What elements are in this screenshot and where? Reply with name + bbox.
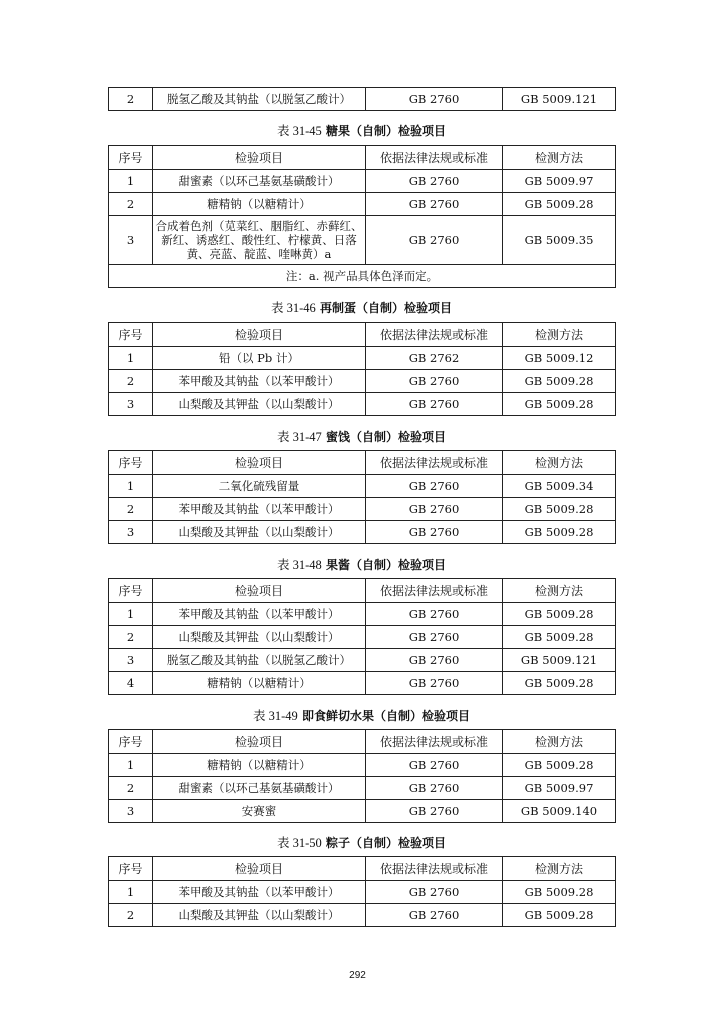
row-number: 3 (109, 393, 153, 416)
continued-table (108, 87, 616, 111)
table-row (109, 347, 616, 370)
header-item: 检验项目 (153, 451, 366, 475)
header-row (109, 857, 616, 881)
inspection-item: 脱氢乙酸及其钠盐（以脱氢乙酸计） (153, 88, 366, 111)
row-number: 1 (109, 170, 153, 193)
caption-number: 表 31-49 (253, 709, 298, 723)
caption-title: 蜜饯（自制）检验项目 (325, 430, 446, 444)
table-row (109, 626, 616, 649)
table-row (109, 170, 616, 193)
caption-title: 即食鲜切水果（自制）检验项目 (301, 709, 470, 723)
row-number: 2 (109, 498, 153, 521)
table-row (109, 498, 616, 521)
table-31-50 (108, 856, 616, 927)
inspection-item: 苯甲酸及其钠盐（以苯甲酸计） (153, 498, 366, 521)
row-number: 1 (109, 881, 153, 904)
table-row (109, 881, 616, 904)
header-row (109, 323, 616, 347)
header-row (109, 579, 616, 603)
test-method: GB 5009.35 (503, 216, 616, 265)
inspection-item: 糖精钠（以糖精计） (153, 754, 366, 777)
row-number: 2 (109, 370, 153, 393)
header-method: 检测方法 (503, 730, 616, 754)
standard-basis: GB 2760 (366, 170, 503, 193)
table-row (109, 393, 616, 416)
inspection-item: 苯甲酸及其钠盐（以苯甲酸计） (153, 370, 366, 393)
row-number: 2 (109, 193, 153, 216)
standard-basis: GB 2760 (366, 216, 503, 265)
row-number: 1 (109, 347, 153, 370)
inspection-item: 糖精钠（以糖精计） (153, 672, 366, 695)
caption-title: 果酱（自制）检验项目 (325, 558, 446, 572)
standard-basis: GB 2760 (366, 193, 503, 216)
test-method: GB 5009.28 (503, 521, 616, 544)
standard-basis: GB 2760 (366, 370, 503, 393)
table-row (109, 777, 616, 800)
table-row (109, 88, 616, 111)
test-method: GB 5009.28 (503, 603, 616, 626)
standard-basis: GB 2760 (366, 904, 503, 927)
standard-basis: GB 2760 (366, 800, 503, 823)
standard-basis: GB 2760 (366, 881, 503, 904)
inspection-item: 合成着色剂（苋菜红、胭脂红、赤藓红、新红、诱惑红、酸性红、柠檬黄、日落黄、亮蓝、靛蓝、喹啉黄）a (153, 216, 366, 265)
test-method: GB 5009.140 (503, 800, 616, 823)
row-number: 3 (109, 216, 153, 265)
row-number: 1 (109, 754, 153, 777)
header-row (109, 451, 616, 475)
row-number: 3 (109, 649, 153, 672)
standard-basis: GB 2760 (366, 88, 503, 111)
row-number: 2 (109, 626, 153, 649)
standard-basis: GB 2760 (366, 649, 503, 672)
test-method: GB 5009.28 (503, 193, 616, 216)
inspection-item: 山梨酸及其钾盐（以山梨酸计） (153, 904, 366, 927)
standard-basis: GB 2760 (366, 521, 503, 544)
header-no: 序号 (109, 857, 153, 881)
table-row (109, 603, 616, 626)
header-method: 检测方法 (503, 579, 616, 603)
row-number: 3 (109, 521, 153, 544)
standard-basis: GB 2760 (366, 672, 503, 695)
inspection-item: 山梨酸及其钾盐（以山梨酸计） (153, 626, 366, 649)
caption-number: 表 31-47 (277, 430, 322, 444)
table-31-46 (108, 322, 616, 416)
test-method: GB 5009.28 (503, 904, 616, 927)
header-standard: 依据法律法规或标准 (366, 451, 503, 475)
caption-number: 表 31-50 (277, 836, 322, 850)
inspection-item: 甜蜜素（以环己基氨基磺酸计） (153, 170, 366, 193)
table-note: 注：a. 视产品具体色泽而定。 (109, 265, 616, 288)
test-method: GB 5009.28 (503, 370, 616, 393)
row-number: 1 (109, 603, 153, 626)
test-method: GB 5009.28 (503, 498, 616, 521)
standard-basis: GB 2762 (366, 347, 503, 370)
table-row (109, 800, 616, 823)
table-row (109, 754, 616, 777)
header-no: 序号 (109, 146, 153, 170)
table-caption (108, 706, 615, 724)
header-standard: 依据法律法规或标准 (366, 579, 503, 603)
row-number: 1 (109, 475, 153, 498)
test-method: GB 5009.121 (503, 88, 616, 111)
inspection-item: 糖精钠（以糖精计） (153, 193, 366, 216)
inspection-item: 铅（以 Pb 计） (153, 347, 366, 370)
row-number: 2 (109, 904, 153, 927)
header-item: 检验项目 (153, 579, 366, 603)
table-row (109, 216, 616, 265)
inspection-item: 甜蜜素（以环己基氨基磺酸计） (153, 777, 366, 800)
header-standard: 依据法律法规或标准 (366, 323, 503, 347)
test-method: GB 5009.34 (503, 475, 616, 498)
page-number: 292 (349, 970, 366, 981)
header-no: 序号 (109, 323, 153, 347)
test-method: GB 5009.28 (503, 881, 616, 904)
header-standard: 依据法律法规或标准 (366, 730, 503, 754)
standard-basis: GB 2760 (366, 475, 503, 498)
inspection-item: 山梨酸及其钾盐（以山梨酸计） (153, 521, 366, 544)
caption-title: 再制蛋（自制）检验项目 (319, 301, 452, 315)
table-row (109, 649, 616, 672)
table-row (109, 475, 616, 498)
standard-basis: GB 2760 (366, 498, 503, 521)
table-31-47 (108, 450, 616, 544)
row-number: 2 (109, 777, 153, 800)
test-method: GB 5009.28 (503, 393, 616, 416)
inspection-item: 山梨酸及其钾盐（以山梨酸计） (153, 393, 366, 416)
caption-number: 表 31-48 (277, 558, 322, 572)
header-item: 检验项目 (153, 730, 366, 754)
table-31-45 (108, 145, 616, 288)
header-method: 检测方法 (503, 146, 616, 170)
header-no: 序号 (109, 730, 153, 754)
header-standard: 依据法律法规或标准 (366, 146, 503, 170)
test-method: GB 5009.28 (503, 672, 616, 695)
table-31-48 (108, 578, 616, 695)
inspection-item: 二氧化硫残留量 (153, 475, 366, 498)
table-caption (108, 833, 615, 851)
inspection-item: 苯甲酸及其钠盐（以苯甲酸计） (153, 603, 366, 626)
header-method: 检测方法 (503, 857, 616, 881)
test-method: GB 5009.28 (503, 754, 616, 777)
header-no: 序号 (109, 579, 153, 603)
table-row (109, 672, 616, 695)
header-method: 检测方法 (503, 323, 616, 347)
table-caption (108, 298, 615, 316)
header-row (109, 730, 616, 754)
caption-title: 糖果（自制）检验项目 (325, 124, 446, 138)
header-standard: 依据法律法规或标准 (366, 857, 503, 881)
inspection-item: 苯甲酸及其钠盐（以苯甲酸计） (153, 881, 366, 904)
header-item: 检验项目 (153, 323, 366, 347)
header-no: 序号 (109, 451, 153, 475)
test-method: GB 5009.12 (503, 347, 616, 370)
header-item: 检验项目 (153, 857, 366, 881)
standard-basis: GB 2760 (366, 754, 503, 777)
row-number: 2 (109, 88, 153, 111)
header-row (109, 146, 616, 170)
table-row (109, 193, 616, 216)
header-method: 检测方法 (503, 451, 616, 475)
test-method: GB 5009.121 (503, 649, 616, 672)
note-row (109, 265, 616, 288)
table-row (109, 370, 616, 393)
row-number: 3 (109, 800, 153, 823)
test-method: GB 5009.97 (503, 777, 616, 800)
table-row (109, 521, 616, 544)
caption-title: 粽子（自制）检验项目 (325, 836, 446, 850)
header-item: 检验项目 (153, 146, 366, 170)
row-number: 4 (109, 672, 153, 695)
table-caption (108, 427, 615, 445)
standard-basis: GB 2760 (366, 626, 503, 649)
table-caption (108, 121, 615, 139)
standard-basis: GB 2760 (366, 777, 503, 800)
caption-number: 表 31-46 (271, 301, 316, 315)
inspection-item: 脱氢乙酸及其钠盐（以脱氢乙酸计） (153, 649, 366, 672)
test-method: GB 5009.97 (503, 170, 616, 193)
table-row (109, 904, 616, 927)
standard-basis: GB 2760 (366, 393, 503, 416)
test-method: GB 5009.28 (503, 626, 616, 649)
standard-basis: GB 2760 (366, 603, 503, 626)
caption-number: 表 31-45 (277, 124, 322, 138)
table-caption (108, 555, 615, 573)
inspection-item: 安赛蜜 (153, 800, 366, 823)
table-31-49 (108, 729, 616, 823)
